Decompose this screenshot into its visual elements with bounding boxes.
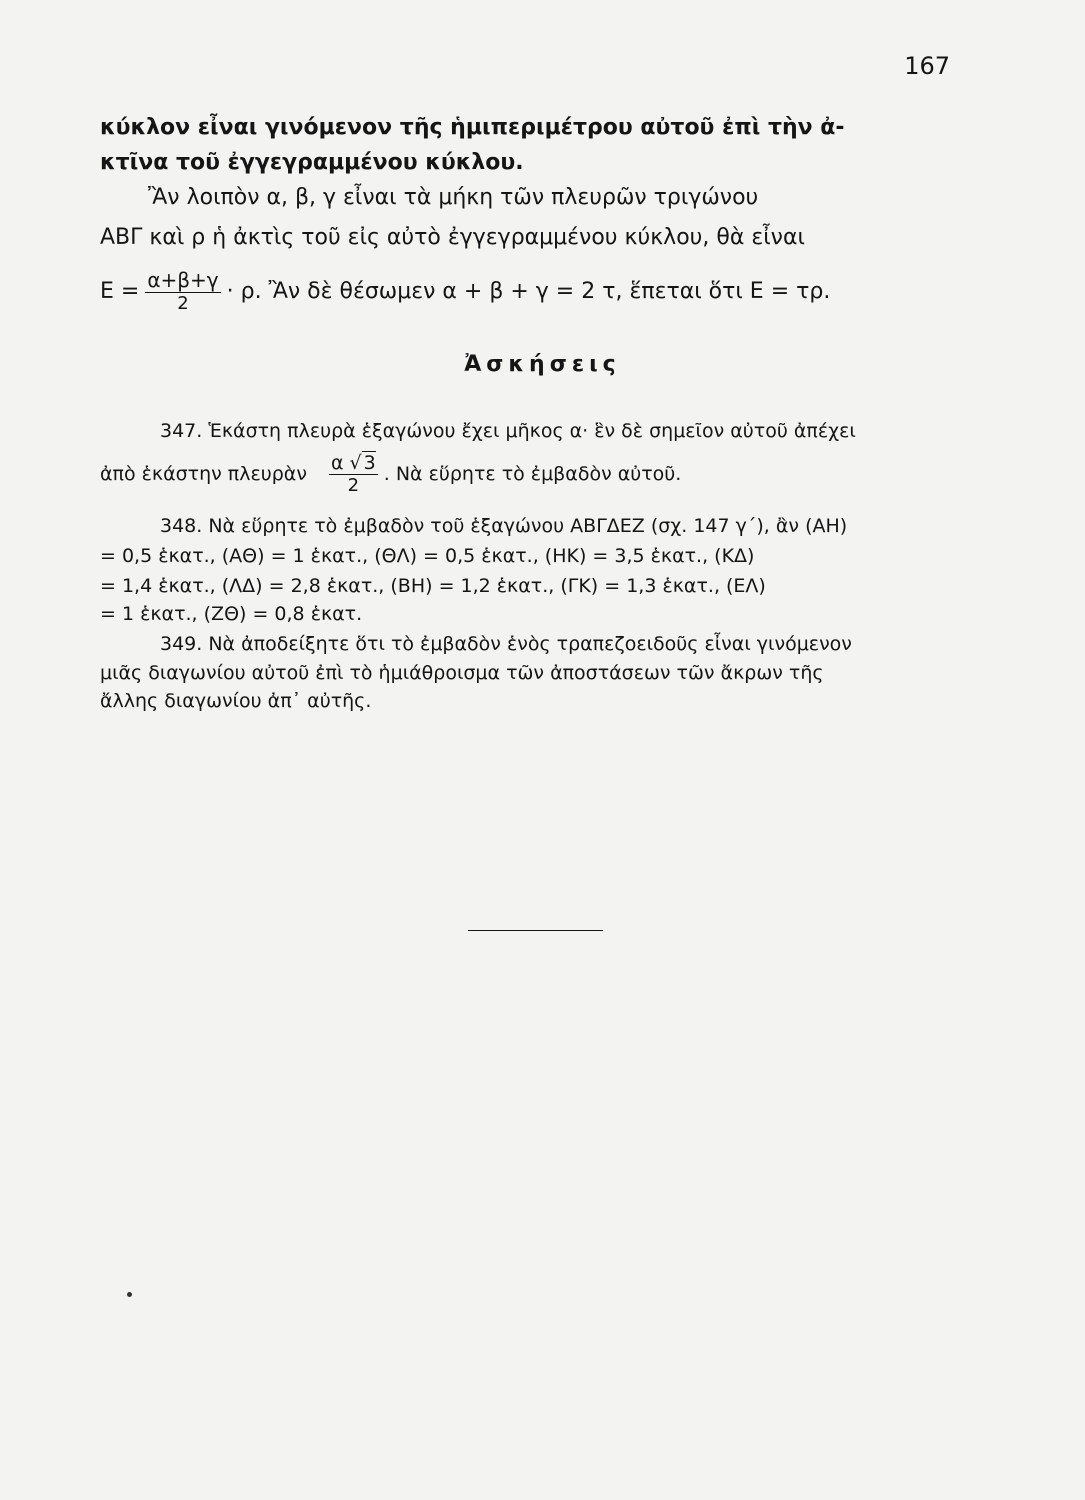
fraction-denominator: 2 xyxy=(177,293,189,314)
exercise-349-line: μιᾶς διαγωνίου αὐτοῦ ἐπὶ τὸ ἡμιάθροισμα τῶν ἀποστάσεων τῶν ἄκρων τῆς xyxy=(100,662,824,684)
area-formula xyxy=(100,268,830,314)
exercise-text: . Νὰ εὕρητε τὸ ἐμβαδὸν αὐτοῦ. xyxy=(383,463,682,485)
sqrt-sign-icon: √ xyxy=(349,452,362,474)
page-number: 167 xyxy=(904,52,950,80)
fraction-numerator: α+β+γ xyxy=(147,268,219,292)
exercise-347-line: 347. Ἑκάστη πλευρὰ ἑξαγώνου ἔχει μῆκος α· ἓν δὲ σημεῖον αὐτοῦ ἀπέχει xyxy=(160,420,856,442)
fraction-denominator: 2 xyxy=(347,475,360,496)
formula-fraction xyxy=(145,268,220,314)
exercise-348-line: = 0,5 ἑκατ., (ΑΘ) = 1 ἑκατ., (ΘΛ) = 0,5 ἑκατ., (ΗΚ) = 3,5 ἑκατ., (ΚΔ) xyxy=(100,545,755,567)
exercise-349-line: ἄλλης διαγωνίου ἀπ᾽ αὐτῆς. xyxy=(100,690,372,712)
fraction-numerator xyxy=(329,452,378,475)
sqrt-radicand: 3 xyxy=(363,452,376,474)
exercises-heading: Ἀσκήσεις xyxy=(464,352,621,377)
exercise-text: ἀπὸ ἑκάστην πλευρὰν xyxy=(100,463,307,485)
text-line: Ἂν λοιπὸν α, β, γ εἶναι τὰ μήκη τῶν πλευρῶν τριγώνου xyxy=(148,185,759,210)
exercise-348-line: = 1,4 ἑκατ., (ΛΔ) = 2,8 ἑκατ., (ΒΗ) = 1,2 ἑκατ., (ΓΚ) = 1,3 ἑκατ., (ΕΛ) xyxy=(100,575,766,597)
numerator-alpha: α xyxy=(330,452,344,474)
ink-dot xyxy=(127,1292,132,1297)
exercise-348-line: = 1 ἑκατ., (ΖΘ) = 0,8 ἑκατ. xyxy=(100,603,363,625)
formula-rhs: · ρ. Ἂν δὲ θέσωμεν α + β + γ = 2 τ, ἕπεται ὅτι Ε = τρ. xyxy=(226,278,831,304)
text-line: κύκλον εἶναι γινόμενον τῆς ἡμιπεριμέτρου αὐτοῦ ἐπὶ τὴν ἀ- xyxy=(100,115,845,140)
section-divider xyxy=(468,930,603,931)
formula-lhs: Ε = xyxy=(100,278,140,304)
exercise-fraction xyxy=(329,452,378,496)
exercise-349-line: 349. Νὰ ἀποδείξητε ὅτι τὸ ἐμβαδὸν ἑνὸς τραπεζοειδοῦς εἶναι γινόμενον xyxy=(160,633,852,655)
exercise-347-line xyxy=(100,452,681,496)
text-line: ΑΒΓ καὶ ρ ἡ ἀκτὶς τοῦ εἰς αὐτὸ ἐγγεγραμμένου κύκλου, θὰ εἶναι xyxy=(100,225,805,250)
exercise-348-line: 348. Νὰ εὕρητε τὸ ἐμβαδὸν τοῦ ἑξαγώνου ΑΒΓΔΕΖ (σχ. 147 γ΄), ἂν (ΑΗ) xyxy=(160,515,848,537)
text-line: κτῖνα τοῦ ἐγγεγραμμένου κύκλου. xyxy=(100,150,524,175)
